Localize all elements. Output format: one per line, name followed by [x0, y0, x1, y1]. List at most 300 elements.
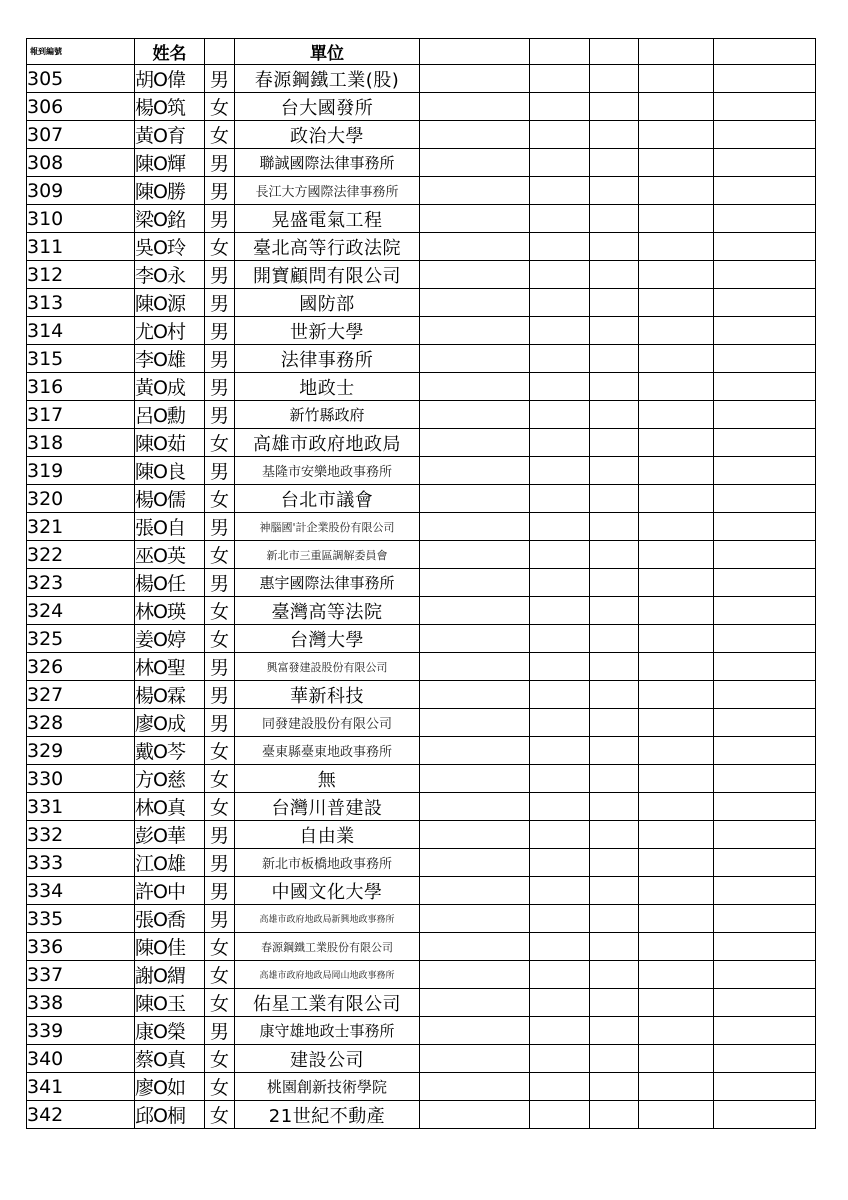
cell-blank: [590, 709, 639, 737]
cell-blank: [590, 961, 639, 989]
cell-blank: [530, 681, 590, 709]
cell-sex: 女: [205, 737, 235, 765]
cell-blank: [420, 793, 530, 821]
cell-blank: [639, 373, 714, 401]
cell-name: 陳O勝: [135, 177, 205, 205]
cell-sex: 男: [205, 261, 235, 289]
cell-blank: [639, 989, 714, 1017]
cell-registration-number: 314: [27, 317, 135, 345]
cell-blank: [530, 401, 590, 429]
cell-registration-number: 306: [27, 93, 135, 121]
cell-blank: [420, 93, 530, 121]
cell-unit: 地政士: [235, 373, 420, 401]
cell-name: 戴O芩: [135, 737, 205, 765]
cell-blank: [530, 65, 590, 93]
cell-blank: [714, 149, 816, 177]
cell-blank: [420, 597, 530, 625]
cell-registration-number: 315: [27, 345, 135, 373]
cell-registration-number: 334: [27, 877, 135, 905]
cell-registration-number: 305: [27, 65, 135, 93]
cell-name: 江O雄: [135, 849, 205, 877]
cell-blank: [590, 485, 639, 513]
cell-blank: [420, 1101, 530, 1129]
cell-registration-number: 320: [27, 485, 135, 513]
cell-registration-number: 322: [27, 541, 135, 569]
cell-name: 陳O輝: [135, 149, 205, 177]
table-row: [27, 681, 816, 709]
cell-blank: [420, 149, 530, 177]
cell-blank: [714, 1073, 816, 1101]
cell-blank: [530, 821, 590, 849]
cell-sex: 男: [205, 681, 235, 709]
cell-registration-number: 307: [27, 121, 135, 149]
table-body: [27, 65, 816, 1129]
table-row: [27, 317, 816, 345]
table-row: [27, 821, 816, 849]
cell-sex: 男: [205, 821, 235, 849]
cell-name: 林O瑛: [135, 597, 205, 625]
cell-blank: [530, 1045, 590, 1073]
cell-unit: 基隆市安樂地政事務所: [235, 457, 420, 485]
cell-unit: 政治大學: [235, 121, 420, 149]
cell-unit: 無: [235, 765, 420, 793]
cell-sex: 男: [205, 149, 235, 177]
cell-blank: [590, 289, 639, 317]
cell-sex: 男: [205, 877, 235, 905]
cell-registration-number: 330: [27, 765, 135, 793]
cell-blank: [714, 1017, 816, 1045]
cell-blank: [420, 65, 530, 93]
cell-blank: [530, 1017, 590, 1045]
cell-blank: [530, 177, 590, 205]
cell-blank: [714, 737, 816, 765]
cell-unit: 法律事務所: [235, 345, 420, 373]
cell-blank: [714, 1101, 816, 1129]
cell-blank: [714, 793, 816, 821]
cell-blank: [590, 569, 639, 597]
cell-sex: 女: [205, 765, 235, 793]
cell-blank: [420, 289, 530, 317]
cell-sex: 男: [205, 849, 235, 877]
cell-blank: [639, 597, 714, 625]
cell-blank: [714, 205, 816, 233]
cell-sex: 女: [205, 989, 235, 1017]
cell-blank: [420, 177, 530, 205]
cell-blank: [530, 1073, 590, 1101]
cell-name: 胡O偉: [135, 65, 205, 93]
cell-sex: 男: [205, 205, 235, 233]
table-row: [27, 1045, 816, 1073]
cell-sex: 男: [205, 289, 235, 317]
cell-blank: [590, 793, 639, 821]
cell-sex: 男: [205, 177, 235, 205]
cell-blank: [420, 121, 530, 149]
cell-sex: 男: [205, 65, 235, 93]
cell-sex: 男: [205, 345, 235, 373]
cell-blank: [639, 289, 714, 317]
cell-blank: [639, 513, 714, 541]
cell-unit: 台灣大學: [235, 625, 420, 653]
cell-sex: 女: [205, 597, 235, 625]
cell-blank: [530, 961, 590, 989]
cell-blank: [530, 345, 590, 373]
cell-unit: 佑星工業有限公司: [235, 989, 420, 1017]
cell-sex: 女: [205, 1101, 235, 1129]
cell-sex: 女: [205, 233, 235, 261]
cell-blank: [420, 205, 530, 233]
cell-name: 邱O桐: [135, 1101, 205, 1129]
cell-blank: [639, 541, 714, 569]
cell-unit: 新北市板橋地政事務所: [235, 849, 420, 877]
cell-registration-number: 328: [27, 709, 135, 737]
cell-blank: [420, 821, 530, 849]
cell-blank: [420, 681, 530, 709]
header-blank-4: [639, 39, 714, 65]
cell-name: 康O榮: [135, 1017, 205, 1045]
cell-blank: [714, 289, 816, 317]
cell-sex: 男: [205, 373, 235, 401]
table-row: [27, 65, 816, 93]
cell-blank: [639, 1017, 714, 1045]
cell-name: 尤O村: [135, 317, 205, 345]
table-row: [27, 513, 816, 541]
cell-blank: [639, 261, 714, 289]
header-blank-2: [530, 39, 590, 65]
table-row: [27, 345, 816, 373]
cell-blank: [714, 933, 816, 961]
cell-blank: [714, 373, 816, 401]
cell-name: 黃O成: [135, 373, 205, 401]
table-row: [27, 961, 816, 989]
cell-sex: 男: [205, 513, 235, 541]
table-row: [27, 205, 816, 233]
cell-blank: [530, 373, 590, 401]
cell-blank: [590, 1073, 639, 1101]
cell-blank: [639, 905, 714, 933]
cell-blank: [590, 345, 639, 373]
cell-blank: [714, 233, 816, 261]
cell-blank: [590, 625, 639, 653]
cell-name: 陳O良: [135, 457, 205, 485]
cell-name: 楊O儒: [135, 485, 205, 513]
cell-blank: [590, 261, 639, 289]
cell-name: 廖O如: [135, 1073, 205, 1101]
table-row: [27, 905, 816, 933]
cell-name: 謝O緭: [135, 961, 205, 989]
table-row: [27, 373, 816, 401]
cell-blank: [714, 653, 816, 681]
cell-blank: [714, 1045, 816, 1073]
cell-unit: 康守雄地政士事務所: [235, 1017, 420, 1045]
table-row: [27, 289, 816, 317]
cell-name: 巫O英: [135, 541, 205, 569]
cell-unit: 台灣川普建設: [235, 793, 420, 821]
cell-blank: [420, 765, 530, 793]
header-name: 姓名: [135, 39, 205, 65]
cell-blank: [530, 541, 590, 569]
cell-unit: 國防部: [235, 289, 420, 317]
header-blank-5: [714, 39, 816, 65]
cell-name: 黃O育: [135, 121, 205, 149]
cell-blank: [530, 1101, 590, 1129]
cell-registration-number: 313: [27, 289, 135, 317]
table-row: [27, 597, 816, 625]
cell-blank: [639, 821, 714, 849]
cell-blank: [420, 905, 530, 933]
cell-blank: [639, 569, 714, 597]
cell-registration-number: 331: [27, 793, 135, 821]
cell-sex: 女: [205, 961, 235, 989]
cell-blank: [590, 373, 639, 401]
cell-blank: [530, 765, 590, 793]
cell-blank: [639, 233, 714, 261]
cell-blank: [420, 933, 530, 961]
cell-blank: [714, 317, 816, 345]
cell-name: 方O慈: [135, 765, 205, 793]
cell-blank: [714, 989, 816, 1017]
cell-blank: [530, 849, 590, 877]
table-row: [27, 149, 816, 177]
table-row: [27, 401, 816, 429]
cell-blank: [590, 317, 639, 345]
cell-blank: [639, 457, 714, 485]
cell-blank: [639, 849, 714, 877]
cell-blank: [420, 989, 530, 1017]
table-row: [27, 233, 816, 261]
cell-blank: [590, 765, 639, 793]
cell-name: 李O永: [135, 261, 205, 289]
cell-blank: [590, 541, 639, 569]
cell-name: 陳O佳: [135, 933, 205, 961]
cell-blank: [639, 737, 714, 765]
table-row: [27, 485, 816, 513]
cell-name: 廖O成: [135, 709, 205, 737]
cell-blank: [590, 933, 639, 961]
cell-blank: [530, 205, 590, 233]
cell-unit: 台北市議會: [235, 485, 420, 513]
table-row: [27, 625, 816, 653]
cell-registration-number: 324: [27, 597, 135, 625]
cell-blank: [639, 93, 714, 121]
cell-unit: 高雄市政府地政局岡山地政事務所: [235, 961, 420, 989]
cell-blank: [420, 485, 530, 513]
table-row: [27, 541, 816, 569]
header-unit: 單位: [235, 39, 420, 65]
cell-blank: [714, 457, 816, 485]
cell-blank: [714, 709, 816, 737]
cell-registration-number: 316: [27, 373, 135, 401]
table-row: [27, 653, 816, 681]
cell-name: 張O自: [135, 513, 205, 541]
cell-blank: [420, 345, 530, 373]
cell-blank: [639, 653, 714, 681]
cell-blank: [420, 233, 530, 261]
cell-blank: [714, 765, 816, 793]
cell-sex: 男: [205, 905, 235, 933]
table-row: [27, 933, 816, 961]
cell-name: 姜O婷: [135, 625, 205, 653]
cell-name: 楊O霖: [135, 681, 205, 709]
cell-blank: [590, 1017, 639, 1045]
cell-registration-number: 318: [27, 429, 135, 457]
cell-blank: [530, 625, 590, 653]
cell-registration-number: 341: [27, 1073, 135, 1101]
cell-unit: 中國文化大學: [235, 877, 420, 905]
cell-blank: [590, 205, 639, 233]
cell-unit: 世新大學: [235, 317, 420, 345]
table-row: [27, 989, 816, 1017]
cell-sex: 女: [205, 625, 235, 653]
cell-registration-number: 325: [27, 625, 135, 653]
cell-blank: [639, 1073, 714, 1101]
header-registration-number: 報到編號: [27, 39, 135, 65]
cell-blank: [530, 737, 590, 765]
cell-registration-number: 308: [27, 149, 135, 177]
cell-blank: [639, 177, 714, 205]
cell-blank: [590, 597, 639, 625]
cell-unit: 台大國發所: [235, 93, 420, 121]
cell-blank: [420, 1073, 530, 1101]
cell-registration-number: 317: [27, 401, 135, 429]
cell-blank: [714, 597, 816, 625]
table-row: [27, 1101, 816, 1129]
cell-name: 吳O玲: [135, 233, 205, 261]
cell-name: 楊O任: [135, 569, 205, 597]
table-row: [27, 261, 816, 289]
cell-sex: 男: [205, 401, 235, 429]
cell-blank: [714, 961, 816, 989]
cell-blank: [530, 93, 590, 121]
cell-blank: [714, 849, 816, 877]
cell-blank: [714, 401, 816, 429]
cell-registration-number: 338: [27, 989, 135, 1017]
cell-blank: [639, 961, 714, 989]
cell-name: 陳O玉: [135, 989, 205, 1017]
cell-unit: 春源鋼鐵工業股份有限公司: [235, 933, 420, 961]
cell-blank: [530, 457, 590, 485]
table-row: [27, 121, 816, 149]
cell-unit: 同發建設股份有限公司: [235, 709, 420, 737]
cell-blank: [714, 65, 816, 93]
table-row: [27, 1073, 816, 1101]
table-row: [27, 93, 816, 121]
header-blank-3: [590, 39, 639, 65]
cell-name: 李O雄: [135, 345, 205, 373]
cell-unit: 新北市三重區調解委員會: [235, 541, 420, 569]
cell-blank: [639, 1045, 714, 1073]
cell-blank: [714, 93, 816, 121]
cell-blank: [639, 149, 714, 177]
cell-blank: [530, 513, 590, 541]
cell-blank: [420, 961, 530, 989]
cell-blank: [714, 485, 816, 513]
cell-blank: [590, 989, 639, 1017]
cell-blank: [530, 121, 590, 149]
cell-blank: [590, 877, 639, 905]
cell-registration-number: 332: [27, 821, 135, 849]
header-blank-1: [420, 39, 530, 65]
cell-registration-number: 321: [27, 513, 135, 541]
table-row: [27, 737, 816, 765]
cell-blank: [590, 513, 639, 541]
cell-blank: [530, 569, 590, 597]
cell-blank: [420, 709, 530, 737]
cell-unit: 華新科技: [235, 681, 420, 709]
cell-unit: 長江大方國際法律事務所: [235, 177, 420, 205]
cell-unit: 神腦國'計企業股份有限公司: [235, 513, 420, 541]
cell-blank: [639, 345, 714, 373]
cell-unit: 春源鋼鐵工業(股): [235, 65, 420, 93]
cell-unit: 臺灣高等法院: [235, 597, 420, 625]
cell-name: 彭O華: [135, 821, 205, 849]
cell-blank: [590, 849, 639, 877]
table-header-row: [27, 39, 816, 65]
cell-blank: [590, 653, 639, 681]
cell-name: 許O中: [135, 877, 205, 905]
cell-sex: 男: [205, 1017, 235, 1045]
cell-blank: [590, 65, 639, 93]
table-row: [27, 765, 816, 793]
cell-blank: [639, 933, 714, 961]
cell-name: 林O聖: [135, 653, 205, 681]
cell-registration-number: 342: [27, 1101, 135, 1129]
cell-blank: [639, 429, 714, 457]
cell-blank: [639, 205, 714, 233]
cell-sex: 女: [205, 93, 235, 121]
cell-blank: [590, 233, 639, 261]
cell-blank: [590, 149, 639, 177]
cell-blank: [590, 177, 639, 205]
cell-blank: [530, 877, 590, 905]
cell-blank: [714, 569, 816, 597]
cell-blank: [530, 709, 590, 737]
cell-name: 楊O筑: [135, 93, 205, 121]
cell-blank: [530, 933, 590, 961]
cell-blank: [639, 121, 714, 149]
cell-blank: [530, 233, 590, 261]
cell-blank: [530, 989, 590, 1017]
cell-unit: 自由業: [235, 821, 420, 849]
cell-unit: 新竹縣政府: [235, 401, 420, 429]
cell-unit: 興富發建設股份有限公司: [235, 653, 420, 681]
cell-unit: 建設公司: [235, 1045, 420, 1073]
cell-blank: [420, 849, 530, 877]
cell-registration-number: 323: [27, 569, 135, 597]
cell-blank: [420, 261, 530, 289]
table-row: [27, 877, 816, 905]
cell-unit: 桃園創新技術學院: [235, 1073, 420, 1101]
cell-blank: [714, 541, 816, 569]
cell-registration-number: 309: [27, 177, 135, 205]
cell-blank: [714, 121, 816, 149]
cell-blank: [420, 653, 530, 681]
cell-sex: 女: [205, 485, 235, 513]
cell-blank: [420, 429, 530, 457]
cell-registration-number: 329: [27, 737, 135, 765]
cell-blank: [590, 429, 639, 457]
table-row: [27, 569, 816, 597]
cell-blank: [530, 653, 590, 681]
cell-sex: 男: [205, 569, 235, 597]
cell-blank: [714, 625, 816, 653]
cell-blank: [590, 93, 639, 121]
cell-blank: [420, 569, 530, 597]
cell-name: 呂O勳: [135, 401, 205, 429]
cell-blank: [639, 877, 714, 905]
cell-registration-number: 310: [27, 205, 135, 233]
cell-name: 林O真: [135, 793, 205, 821]
cell-blank: [714, 261, 816, 289]
